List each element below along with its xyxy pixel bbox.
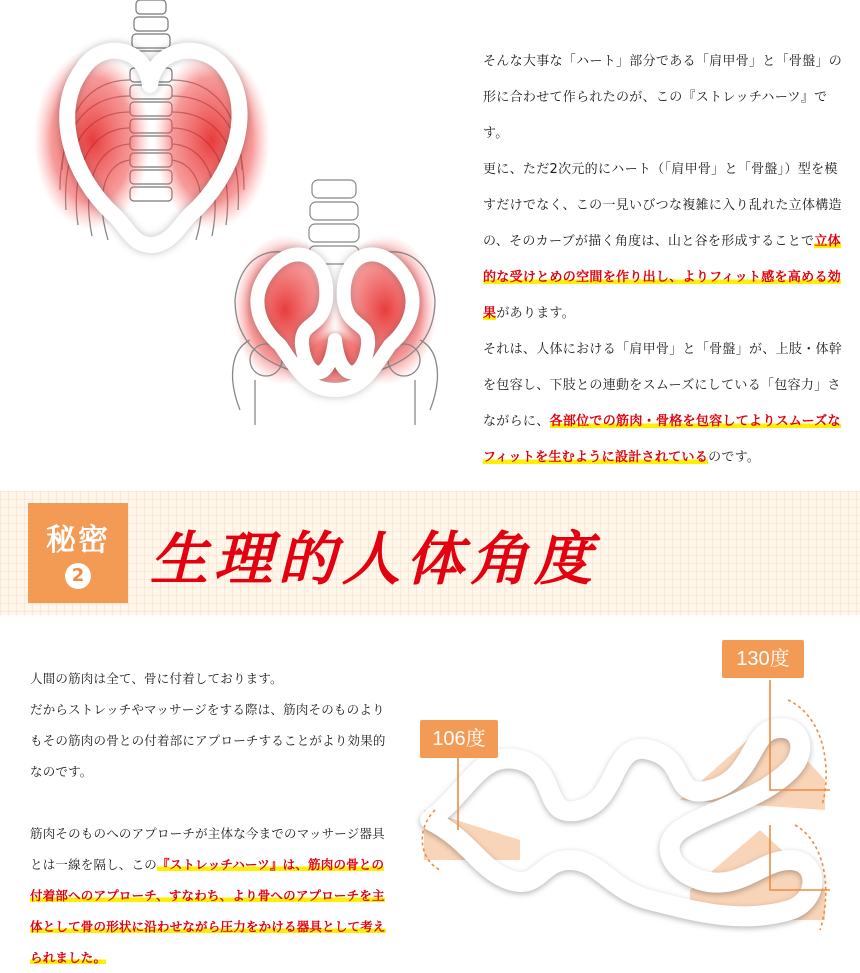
intro-paragraph-1: そんな大事な「ハート」部分である「肩甲骨」と「骨盤」の形に合わせて作られたのが、この『ストレッチハーツ』です。 (483, 54, 843, 141)
body-paragraph-1: 人間の筋肉は全て、骨に付着しております。 (30, 671, 283, 686)
badge-label: 秘密 (46, 523, 110, 558)
badge-number: 2 (65, 563, 91, 589)
intro-paragraph-3-text: それは、人体における「肩甲骨」と「骨盤」が、上肢・体幹を包容し、下肢との連動をスムーズにしている「包容力」さながらに、 (483, 342, 843, 429)
secret-badge (28, 503, 128, 603)
skeleton-heart-illustration (30, 0, 460, 430)
body-paragraph-2: だからストレッチやマッサージをする際は、筋肉そのものよりもその筋肉の骨との付着部にアプローチすることがより効果的なのです。 (30, 702, 386, 779)
angle-label-130: 130度 (722, 640, 804, 678)
paragraph-gap (30, 787, 392, 818)
intro-paragraph-2-end: があります。 (496, 306, 576, 321)
highlight-smooth-fit: 各部位での筋肉・骨格を包容してよりスムーズなフィットを生むように設計されている (483, 414, 841, 465)
highlight-fit-effect: 立体的な受けとめの空間を作り出し、よりフィット感を高める効果 (483, 234, 842, 321)
body-paragraph-3-text: 筋肉そのものへのアプローチが主体な今までのマッサージ器具とは一線を隔し、この (30, 826, 385, 872)
angle-diagram (410, 630, 850, 950)
intro-paragraph-3 (483, 332, 845, 476)
intro-paragraph-2-text: 更に、ただ2次元的にハート（「肩甲骨」と「骨盤」）型を模すだけでなく、この一見いびつな複雑に入り乱れた立体構造の、そのカーブが描く角度は、山と谷を形成することで (483, 162, 842, 249)
section-title: 生理的人体角度 (150, 525, 599, 593)
angle-label-106: 106度 (420, 720, 498, 758)
body-text-block (30, 663, 392, 973)
highlight-bone-approach: 『ストレッチハーツ』は、筋肉の骨との付着部へのアプローチ、すなわち、より骨へのアプローチを主体として骨の形状に沿わせながら圧力をかける器具として考えられました。 (30, 857, 386, 965)
intro-text-block (483, 44, 845, 476)
intro-paragraph-2 (483, 152, 845, 332)
body-paragraph-3 (30, 818, 392, 973)
intro-paragraph-3-end: のです。 (708, 450, 761, 465)
